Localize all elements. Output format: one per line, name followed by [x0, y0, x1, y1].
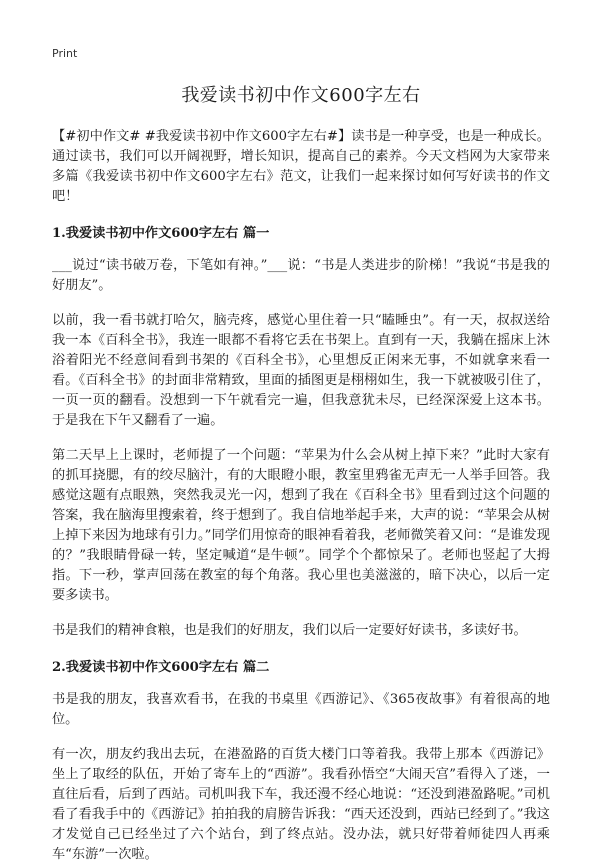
section-1-paragraph-4: 书是我们的精神食粮，也是我们的好朋友，我们以后一定要好好读书，多读好书。 [52, 623, 527, 638]
intro-paragraph: 【#初中作文# #我爱读书初中作文600字左右#】读书是一种享受，也是一种成长。通过读书，我们可以开阔视野，增长知识，提高自己的素养。今天文档网为大家带来多篇《我爱读书初中作文600字左右》范文，让我们一起来探讨如何写好读书的作文吧！ [52, 129, 550, 204]
print-link[interactable]: Print [52, 47, 78, 60]
section-2-paragraph-1: 书是我的朋友，我喜欢看书，在我的书桌里《西游记》、《365夜故事》有着很高的地位。 [52, 692, 550, 727]
section-1-paragraph-2: 以前，我一看书就打哈欠，脑壳疼，感觉心里住着一只“瞌睡虫”。有一天，叔叔送给我一本《百科全书》，我连一眼都不看将它丢在书架上。直到有一天，我躺在摇床上沐浴着阳光不经意间看到书架的《百科全书》，心里想反正闲来无事，不如就拿来看一看。《百科全书》的封面非常精致，里面的插图更是栩栩如生，我一下就被吸引住了，一页一页的翻看。没想到一下午就看完一遍，但我意犹未尽，已经深深爱上这本书。于是我在下午又翻看了一遍。 [52, 313, 550, 428]
section-heading-2: 2.我爱读书初中作文600字左右 篇二 [52, 660, 270, 675]
section-1-paragraph-3: 第二天早上上课时，老师提了一个问题：“苹果为什么会从树上掉下来？”此时大家有的抓耳挠腮，有的绞尽脑汁，有的大眼瞪小眼，教室里鸦雀无声无一人举手回答。我感觉这题有点眼熟，突然我灵光一闪，想到了我在《百科全书》里看到过这个问题的答案，我在脑海里搜索着，终于想到了。我自信地举起手来，大声的说：“苹果会从树上掉下来因为地球有引力。”同学们用惊奇的眼神看着我，老师微笑着又问：“是谁发现的？”我眼睛骨碌一转，坚定喊道“是牛顿”。同学个个都惊呆了。老师也竖起了大拇指。下一秒，掌声回荡在教室的每个角落。我心里也美滋滋的，暗下决心，以后一定要多读书。 [52, 448, 550, 603]
section-heading-1: 1.我爱读书初中作文600字左右 篇一 [52, 226, 270, 241]
section-2-paragraph-2: 有一次，朋友约我出去玩，在港盈路的百货大楼门口等着我。我带上那本《西游记》坐上了取经的队伍，开始了寄车上的“西游”。我看孙悟空“大闹天宫”看得入了迷，一直往后看，后到了西站。司机叫我下车，我还漫不经心地说：“还没到港盈路呢。”司机看了看我手中的《西游记》拍拍我的肩膀告诉我：“西天还没到，西站已经到了。”我这才发觉自己已经坐过了六个站台，到了终点站。没办法，就只好带着师徒四人再乘车“东游”一次啦。 [52, 747, 550, 862]
page-title: 我爱读书初中作文600字左右 [181, 85, 421, 106]
section-1-paragraph-1: ___说过“读书破万卷，下笔如有神。”___说：“书是人类进步的阶梯！”我说“书是我的好朋友”。 [52, 258, 550, 293]
